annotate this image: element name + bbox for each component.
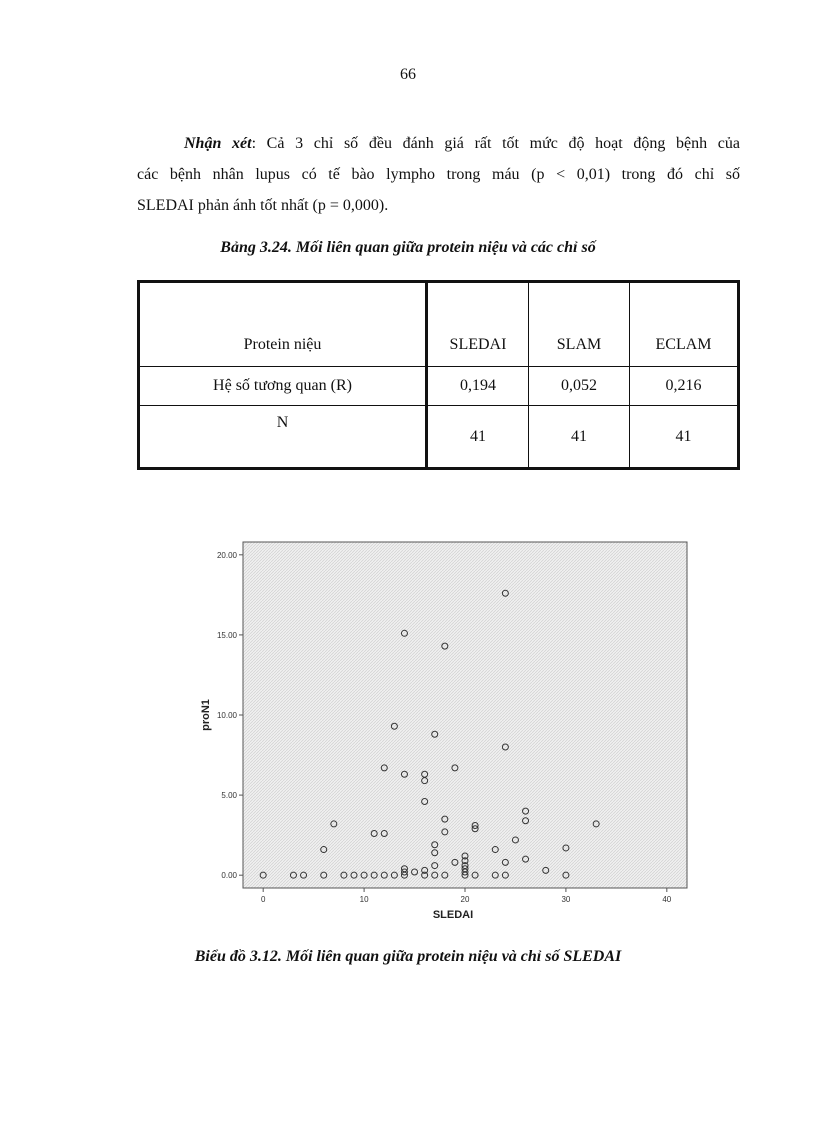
y-tick-label: 10.00	[216, 711, 237, 720]
cell-r-sledai: 0,194	[427, 367, 529, 406]
cell-r-slam: 0,052	[529, 367, 630, 406]
cell-n-slam: 41	[529, 406, 630, 469]
y-axis-label: proN1	[200, 699, 212, 731]
x-axis-label: SLEDAI	[432, 909, 474, 921]
paragraph-line-1-text: : Cả 3 chỉ số đều đánh giá rất tốt mức độ hoạt động bệnh của	[251, 135, 740, 152]
page-number: 66	[400, 66, 416, 83]
y-tick-label: 0.00	[221, 871, 237, 881]
cell-n-sledai: 41	[427, 406, 529, 469]
header-eclam: ECLAM	[630, 282, 739, 367]
x-tick-label: 20	[460, 895, 470, 904]
paragraph-line-1	[137, 128, 740, 159]
header-sledai: SLEDAI	[427, 282, 529, 367]
x-tick-label: 40	[662, 895, 672, 904]
row-label-n: N	[139, 406, 427, 469]
scatter-chart	[190, 535, 700, 930]
comment-label: Nhận xét	[184, 135, 252, 152]
cell-n-eclam: 41	[630, 406, 739, 469]
paragraph-line-2: các bệnh nhân lupus có tế bào lympho trong máu (p < 0,01) trong đó chỉ số	[137, 166, 740, 183]
header-protein: Protein niệu	[139, 282, 427, 367]
x-tick-label: 30	[561, 895, 571, 904]
table-caption: Bảng 3.24. Mối liên quan giữa protein niệu và các chỉ số	[220, 239, 596, 256]
x-tick-label: 10	[359, 895, 369, 904]
table-row	[139, 406, 739, 469]
y-tick-label: 15.00	[216, 630, 237, 640]
row-label-r: Hệ số tương quan (R)	[139, 367, 427, 406]
plot-area	[243, 542, 687, 888]
table-row	[139, 367, 739, 406]
header-slam: SLAM	[529, 282, 630, 367]
paragraph-line-3: SLEDAI phản ánh tốt nhất (p = 0,000).	[137, 197, 389, 214]
cell-r-eclam: 0,216	[630, 367, 739, 406]
correlation-table	[137, 280, 740, 470]
y-tick-label: 20.00	[216, 550, 237, 560]
x-tick-label: 0	[260, 895, 266, 904]
y-tick-label: 5.00	[221, 791, 237, 801]
comment-paragraph	[137, 128, 740, 221]
table-header-row	[139, 282, 739, 367]
chart-caption: Biểu đồ 3.12. Mối liên quan giữa protein niệu và chỉ số SLEDAI	[194, 948, 622, 965]
